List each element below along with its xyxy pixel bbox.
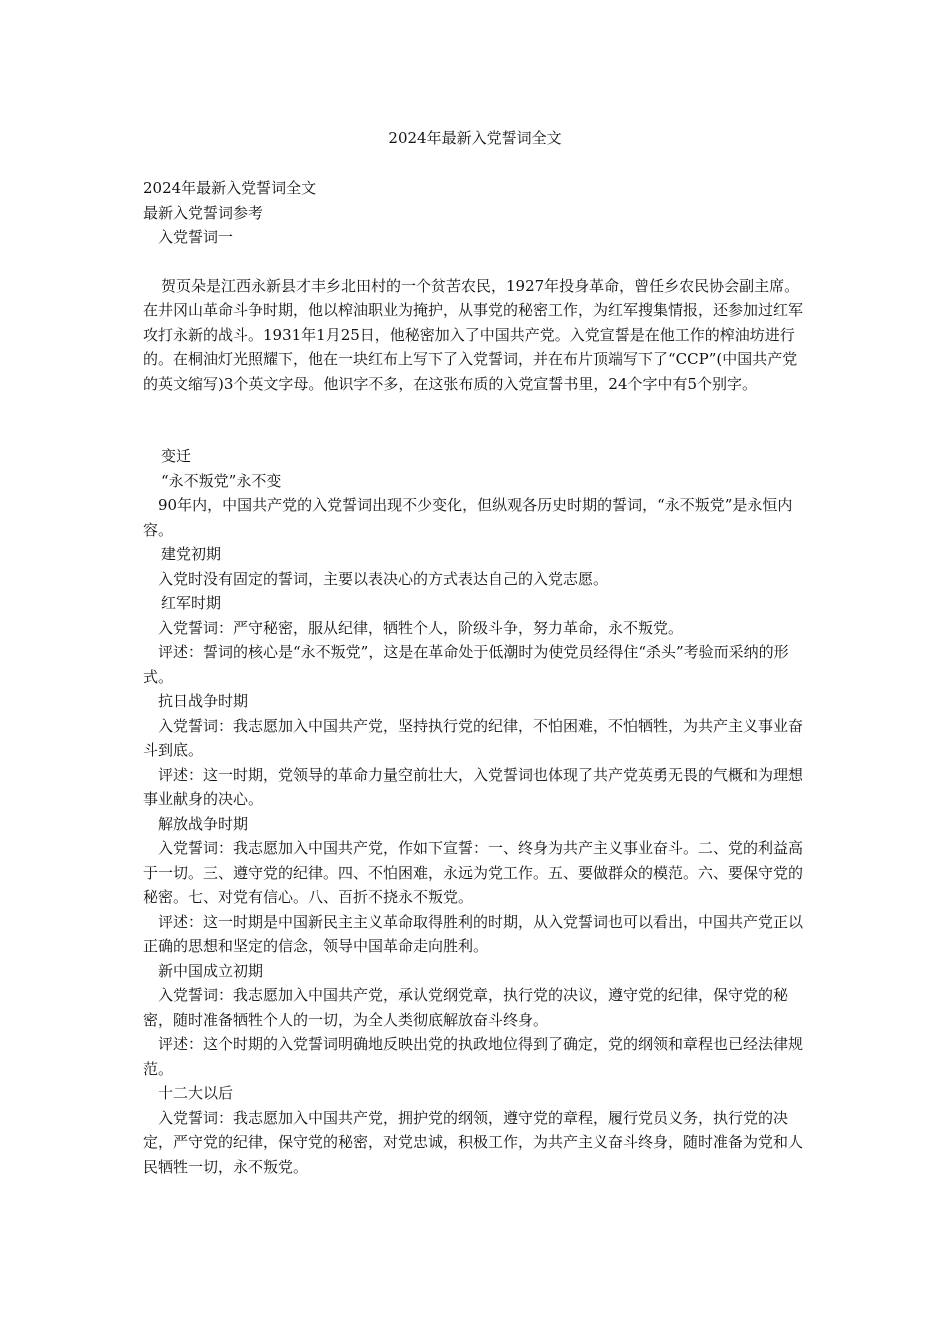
period-text: 入党誓词：我志愿加入中国共产党，作如下宣誓：一、终身为共产主义事业奋斗。二、党的利益高于一切。三、遵守党的纪律。四、不怕困难，永远为党工作。五、要做群众的模范。六、要保守党的秘密。七、对党有信心。八、百折不挠永不叛党。: [143, 839, 804, 906]
period-text: 入党誓词：我志愿加入中国共产党，坚持执行党的纪律，不怕困难，不怕牺牲，为共产主义事业奋斗到底。: [143, 716, 804, 759]
page-title: 2024年最新入党誓词全文: [388, 129, 562, 147]
period-text: 评述：这一时期，党领导的革命力量空前壮大，入党誓词也体现了共产党英勇无畏的气概和为理想事业献身的决心。: [143, 765, 804, 808]
document-body: [143, 176, 807, 1179]
period-heading: 抗日战争时期: [158, 692, 249, 710]
spacer: [143, 420, 807, 444]
intro-line: 2024年最新入党誓词全文: [143, 179, 317, 197]
period-text: 评述：这一时期是中国新民主主义革命取得胜利的时期，从入党誓词也可以看出，中国共产党正以正确的思想和坚定的信念，领导中国革命走向胜利。: [143, 912, 804, 955]
period-text: 入党誓词：我志愿加入中国共产党，拥护党的纲领，遵守党的章程，履行党员义务，执行党的决定，严守党的纪律，保守党的秘密，对党忠诚，积极工作，为共产主义奋斗终身，随时准备为党和人民牺牲一切，永不叛党。: [143, 1108, 804, 1176]
section-heading: 变迁: [161, 447, 192, 465]
period-heading: 红军时期: [161, 594, 222, 612]
period-text: 入党誓词：严守秘密，服从纪律，牺牲个人，阶级斗争，努力革命，永不叛党。: [158, 618, 684, 637]
period-text: 入党誓词：我志愿加入中国共产党，承认党纲党章，执行党的决议，遵守党的纪律，保守党的秘密，随时准备牺牲个人的一切，为全人类彻底解放奋斗终身。: [143, 986, 789, 1029]
period-text: 评述：誓词的核心是“永不叛党”，这是在革命处于低潮时为使党员经得住“杀头”考验而采纳的形式。: [143, 643, 789, 686]
period-heading: 新中国成立初期: [158, 961, 264, 980]
period-heading: 建党初期: [161, 545, 222, 563]
section-heading: 入党誓词一: [158, 228, 234, 246]
period-text: 入党时没有固定的誓词，主要以表决心的方式表达自己的入党志愿。: [158, 569, 609, 588]
summary-paragraph: 90年内，中国共产党的入党誓词出现不少变化，但纵观各历史时期的誓词，“永不叛党”是永恒内容。: [143, 496, 793, 539]
spacer: [143, 396, 807, 420]
spacer: [143, 250, 807, 274]
story-paragraph: 贺页朵是江西永新县才丰乡北田村的一个贫苦农民，1927年投身革命，曾任乡农民协会副主席。在井冈山革命斗争时期，他以榨油职业为掩护，从事党的秘密工作，为红军搜集情报，还参加过红军攻打永新的战斗。1931年1月25日，他秘密加入了中国共产党。入党宣誓是在他工作的榨油坊进行的。在桐油灯光照耀下，他在一块红布上写下了入党誓词，并在布片顶端写下了“CCP”(中国共产党的英文缩写)3个英文字母。他识字不多，在这张布质的入党宣誓书里，24个字中有5个别字。: [143, 276, 804, 393]
period-heading: 解放战争时期: [158, 814, 249, 833]
period-heading: 十二大以后: [158, 1084, 234, 1102]
section-subheading: “永不叛党”永不变: [161, 471, 282, 490]
period-text: 评述：这个时期的入党誓词明确地反映出党的执政地位得到了确定，党的纲领和章程也已经法律规范。: [143, 1035, 804, 1078]
intro-line: 最新入党誓词参考: [143, 203, 264, 222]
